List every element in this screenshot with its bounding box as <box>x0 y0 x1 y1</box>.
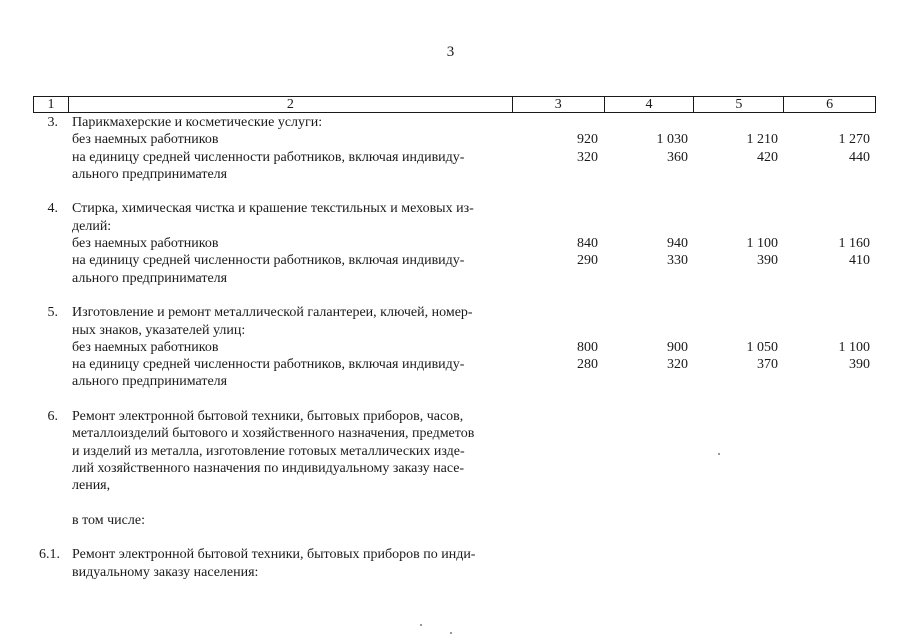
table-row <box>0 235 901 252</box>
header-col-4: 4 <box>605 97 695 112</box>
item-number: 6.1. <box>39 547 60 563</box>
table-row <box>0 270 901 287</box>
blank-line <box>0 183 901 200</box>
value-col-5: 420 <box>757 149 778 165</box>
table-row <box>0 356 901 373</box>
header-col-2: 2 <box>69 97 513 112</box>
scan-speck <box>718 453 720 455</box>
table-section <box>0 304 901 390</box>
row-label: на единицу средней численности работников, включая индивиду- <box>72 149 465 165</box>
section-title-text: Стирка, химическая чистка и крашение текстильных и меховых из- <box>72 201 474 217</box>
value-col-4: 940 <box>667 236 688 252</box>
value-col-4: 1 030 <box>656 132 688 148</box>
row-label: на единицу средней численности работников, включая индивиду- <box>72 357 465 373</box>
value-col-5: 390 <box>757 253 778 269</box>
scan-speck <box>420 624 422 626</box>
section-title-text: Парикмахерские и косметические услуги: <box>72 115 323 130</box>
value-col-5: 1 210 <box>746 132 778 148</box>
section-title-line <box>0 425 901 442</box>
section-note: в том числе: <box>72 512 145 528</box>
section-title-text: делий: <box>72 218 112 234</box>
scan-speck <box>450 632 452 634</box>
value-col-3: 320 <box>577 149 598 165</box>
table-row <box>0 166 901 183</box>
value-col-3: 800 <box>577 339 598 355</box>
value-col-4: 330 <box>667 253 688 269</box>
header-col-1: 1 <box>34 97 69 112</box>
section-title-line <box>0 200 901 217</box>
section-title-text: ления, <box>72 478 111 494</box>
value-col-3: 840 <box>577 236 598 252</box>
section-title-text: Ремонт электронной бытовой техники, бытовых приборов по инди- <box>72 547 476 563</box>
row-label: на единицу средней численности работников, включая индивиду- <box>72 253 465 269</box>
section-title-line <box>0 564 901 581</box>
section-title-line <box>0 460 901 477</box>
blank-line <box>0 495 901 512</box>
item-number: 3. <box>47 115 58 130</box>
row-label: без наемных работников <box>72 132 219 148</box>
section-title-line <box>0 114 901 131</box>
row-label: без наемных работников <box>72 339 219 355</box>
value-col-6: 1 160 <box>838 236 870 252</box>
section-title-line <box>0 304 901 321</box>
header-col-6: 6 <box>826 97 834 112</box>
tariff-table-body <box>0 114 901 581</box>
value-col-6: 1 100 <box>838 339 870 355</box>
header-col-3: 3 <box>513 97 605 112</box>
row-label: ального предпринимателя <box>72 374 228 390</box>
value-col-6: 390 <box>849 357 870 373</box>
blank-line <box>0 529 901 546</box>
section-title-text: и изделий из металла, изготовление готовых металлических изде- <box>72 443 465 459</box>
item-number: 4. <box>47 201 58 217</box>
value-col-4: 900 <box>667 339 688 355</box>
value-col-6: 440 <box>849 149 870 165</box>
blank-line <box>0 287 901 304</box>
blank-line <box>0 391 901 408</box>
item-number: 6. <box>47 409 58 425</box>
table-section <box>0 114 901 183</box>
table-section <box>0 408 901 529</box>
section-title-line <box>0 477 901 494</box>
section-title-line <box>0 218 901 235</box>
page-number: 3 <box>446 44 455 60</box>
table-row <box>0 131 901 148</box>
section-title-text: металлоизделий бытового и хозяйственного назначения, предметов <box>72 426 475 442</box>
value-col-5: 370 <box>757 357 778 373</box>
section-title-text: видуальному заказу населения: <box>72 564 259 580</box>
row-label: без наемных работников <box>72 236 219 252</box>
section-title-line <box>0 322 901 339</box>
value-col-3: 290 <box>577 253 598 269</box>
value-col-6: 410 <box>849 253 870 269</box>
section-title-line <box>0 443 901 460</box>
section-title-text: Ремонт электронной бытовой техники, бытовых приборов, часов, <box>72 409 464 425</box>
value-col-4: 320 <box>667 357 688 373</box>
section-title-text: Изготовление и ремонт металлической галантереи, ключей, номер- <box>72 305 473 321</box>
row-label: ального предпринимателя <box>72 166 228 182</box>
row-label: ального предпринимателя <box>72 270 228 286</box>
value-col-4: 360 <box>667 149 688 165</box>
section-title-text: лий хозяйственного назначения по индивидуальному заказу насе- <box>72 460 465 476</box>
section-title-line <box>0 408 901 425</box>
section-title-line <box>0 546 901 563</box>
table-row <box>0 373 901 390</box>
section-note-line <box>0 512 901 529</box>
header-col-5: 5 <box>694 97 784 112</box>
table-row <box>0 149 901 166</box>
table-row <box>0 339 901 356</box>
value-col-6: 1 270 <box>838 132 870 148</box>
section-title-text: ных знаков, указателей улиц: <box>72 322 246 338</box>
value-col-5: 1 100 <box>746 236 778 252</box>
item-number: 5. <box>47 305 58 321</box>
value-col-5: 1 050 <box>746 339 778 355</box>
table-header-row <box>33 96 876 113</box>
table-section <box>0 546 901 581</box>
value-col-3: 280 <box>577 357 598 373</box>
table-row <box>0 252 901 269</box>
value-col-3: 920 <box>577 132 598 148</box>
table-section <box>0 200 901 286</box>
